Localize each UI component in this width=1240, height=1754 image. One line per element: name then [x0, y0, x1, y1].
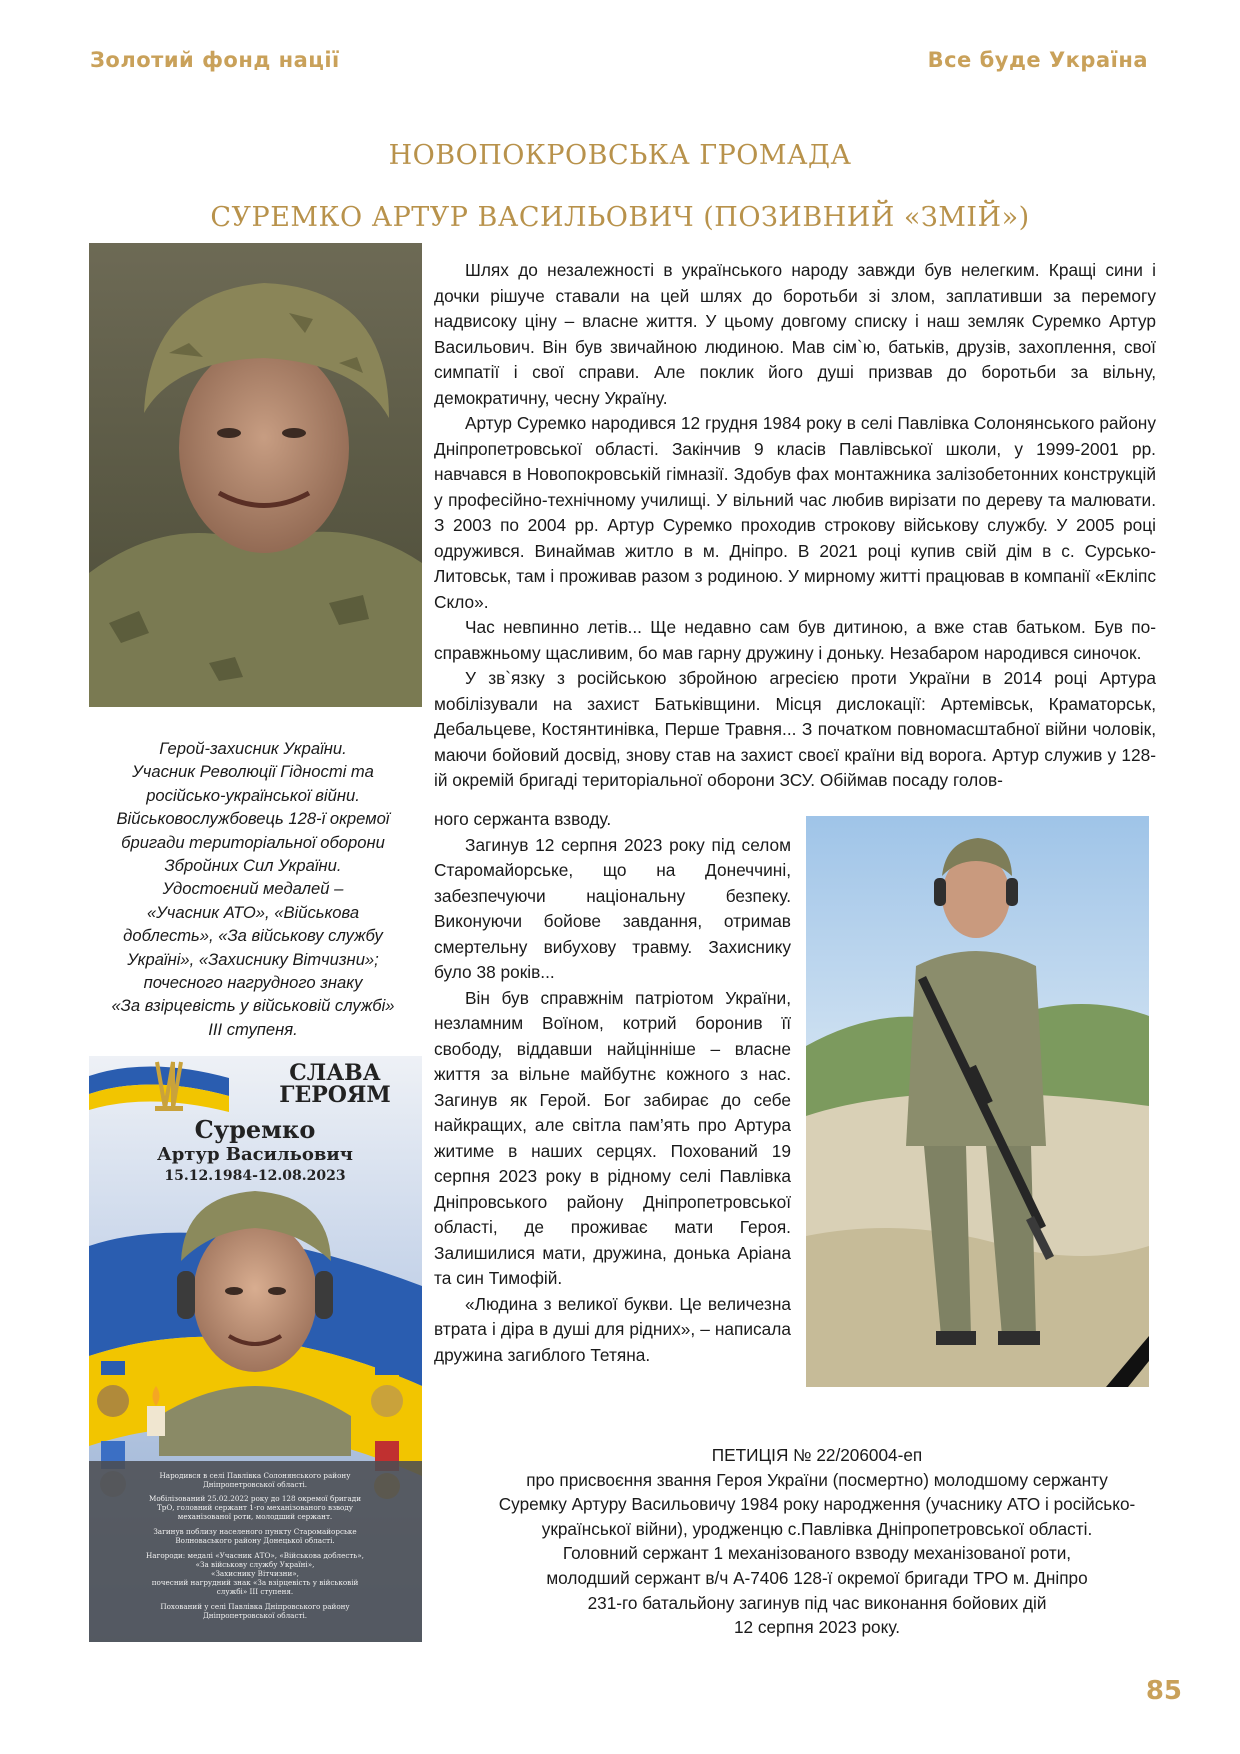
portrait-photo: [89, 243, 422, 707]
person-title: СУРЕМКО АРТУР ВАСИЛЬОВИЧ (ПОЗИВНИЙ «ЗМІЙ»): [210, 202, 1030, 233]
body-paragraph: ного сержанта взводу.: [434, 809, 612, 829]
caption-line: Учасник Революції Гідності та: [132, 762, 374, 782]
poster-bio-line: службі» ІІІ ступеня.: [216, 1587, 294, 1596]
poster-bio-line: Загинув поблизу населеного пункту Старомайорське: [153, 1527, 357, 1536]
body-paragraph: Він був справжнім патріотом України, незламним Воїном, котрий боронив її свободу, віддавши найцінніше – власне життя за вільне майбутнє кожного з нас. Загинув як Герой. Бог забирає до себе найкращих, але світла пам’ять про Артура житиме в наших серцях. Похований 19 серпня 2023 року в рідному селі Павлівка Дніпровського району Дніпропетровської області, де проживає мати Героя. Залишилися мати, дружина, донька Аріана та син Тимофій.: [434, 987, 791, 1288]
poster-bio-line: Похований у селі Павлівка Дніпровського району: [160, 1602, 350, 1611]
petition-heading: ПЕТИЦІЯ № 22/206004-еп: [711, 1445, 923, 1465]
caption-line: бригади територіальної оборони: [121, 832, 385, 852]
caption-line: Військовослужбовець 128-ї окремої: [116, 809, 390, 829]
body-paragraph: Час невпинно летів... Ще недавно сам був дитиною, а вже став батьком. Був по-справжньому щасливим, бо мав гарну дружину і доньку. Незабаром народився синочок.: [434, 617, 1156, 663]
poster-surname: Суремко: [194, 1115, 316, 1144]
portrait-caption: [84, 737, 422, 1041]
poster-bio-line: почесний нагрудний знак «За взірцевість у військовій: [151, 1578, 359, 1587]
body-paragraph: Артур Суремко народився 12 грудня 1984 року в селі Павлівка Солонянського району Дніпропетровської області. Закінчив 9 класів Павлівської школи, у 1999-2001 рр. навчався в Новопокровській гімназії. Здобув фах монтажника залізобетонних конструкцій у професійно-технічному училищі. У вільний час любив вирізати по дереву та малювати. З 2003 по 2004 рр. Артур Суремко проходив строкову військову службу. У 2005 році одружився. Винаймав житло в м. Дніпро. В 2021 році купив свій дім в с. Сурсько-Литовськ, там і проживав разом з родиною. У мирному житті працював в компанії «Екліпс Скло».: [434, 413, 1156, 612]
running-header-right: Все буде Україна: [927, 48, 1148, 72]
caption-line: Удостоєний медалей –: [162, 879, 344, 899]
poster-slogan-line2: ГЕРОЯМ: [279, 1082, 391, 1108]
poster-bio-line: Народився в селі Павлівка Солонянського району: [159, 1471, 351, 1480]
petition-line: 231-го батальйону загинув під час виконання бойових дій: [587, 1592, 1047, 1613]
poster-bio-line: Волноваського району Донецької області.: [175, 1536, 335, 1545]
poster-bio-line: Мобілізований 25.02.2022 року до 128 окремої бригади: [149, 1494, 361, 1503]
petition-line: Головний сержант 1 механізованого взводу механізованої роти,: [562, 1543, 1072, 1564]
poster-bio-line: Дніпропетровської області.: [202, 1480, 308, 1489]
poster-bio-line: Нагороди: медалі «Учасник АТО», «Військова доблесть»,: [146, 1551, 364, 1560]
poster-slogan-line1: СЛАВА: [289, 1060, 381, 1086]
body-paragraph: «Людина з великої букви. Це величезна втрата і діра в душі для рідних», – написала дружина загиблого Тетяна.: [434, 1293, 791, 1365]
caption-line: російсько-української війни.: [146, 785, 360, 805]
poster-bio-line: механізованої роти, молодший сержант.: [177, 1512, 333, 1521]
community-title: НОВОПОКРОВСЬКА ГРОМАДА: [388, 140, 852, 171]
caption-line: Герой-захисник України.: [159, 739, 347, 758]
petition-line: Суремку Артуру Васильовичу 1984 року народження (учаснику АТО і російсько-: [498, 1494, 1136, 1515]
article-body-narrow: [434, 807, 791, 1368]
caption-line: «За взірцевість у військовій службі»: [111, 996, 395, 1016]
poster-given-names: Артур Васильович: [157, 1144, 353, 1165]
poster-bio-line: «За військову службу Україні»,: [195, 1560, 315, 1569]
body-paragraph: У зв`язку з російською збройною агресією проти України в 2014 році Артура мобілізували на захист Батьківщини. Місця дислокації: Артемівськ, Краматорськ, Дебальцеве, Костянтинівка, Перше Травня... З початком повномасштабної війни чоловік, маючи бойовий досвід, знову став на захист своєї країни від ворога. Артур служив у 128-ій окремій бригаді територіальної оборони ЗСУ. Обіймав посаду голов-: [434, 668, 1156, 790]
poster-bio-line: ТрО, головний сержант 1-го механізованого взводу: [156, 1503, 354, 1512]
caption-line: Збройних Сил України.: [164, 856, 342, 876]
poster-dates: 15.12.1984-12.08.2023: [164, 1168, 346, 1184]
poster-bio-line: Дніпропетровської області.: [202, 1611, 308, 1620]
body-paragraph: Загинув 12 серпня 2023 року під селом Старомайорське, що на Донеччині, забезпечуючи національну безпеку. Виконуючи бойове завдання, отримав смертельну вибухову травму. Захиснику було 38 років...: [434, 834, 791, 982]
caption-line: почесного нагрудного знаку: [143, 973, 363, 993]
running-header-left: Золотий фонд нації: [90, 48, 340, 72]
body-paragraph: Шлях до незалежності в українського народу завжди був нелегким. Кращі сини і дочки рішуче ставали на цей шлях до боротьби зі злом, заплативши за перемогу надвисоку ціну – власне життя. У цьому довгому списку і наш земляк Суремко Артур Васильович. Він був звичайною людиною. Мав сім`ю, батьків, друзів, захоплення, свої симпатії і свої справи. Але поклик його душі призвав до боротьби за вільну, демократичну, чесну Україну.: [434, 260, 1156, 408]
page-number: 85: [1145, 1676, 1182, 1706]
article-body-wide: [434, 258, 1156, 794]
petition-line: української війни), уродженцю с.Павлівка Дніпропетровської області.: [541, 1518, 1093, 1539]
petition-line: молодший сержант в/ч А-7406 128-ї окремої бригади ТРО м. Дніпро: [546, 1567, 1088, 1588]
poster-bio-line: «Захиснику Вітчизни»,: [211, 1569, 299, 1578]
caption-line: «Учасник АТО», «Військова: [146, 902, 360, 922]
soldier-rifle-photo: [806, 816, 1149, 1387]
caption-line: ІІІ ступеня.: [208, 1019, 298, 1039]
petition-line: про присвоєння звання Героя України (посмертно) молодшому сержанту: [526, 1469, 1108, 1490]
caption-line: Україні», «Захиснику Вітчизни»;: [127, 949, 379, 969]
caption-line: доблесть», «За військову службу: [123, 926, 383, 946]
petition-line: 12 серпня 2023 року.: [734, 1617, 900, 1638]
memorial-poster: [89, 1056, 422, 1642]
petition-block: [454, 1443, 1180, 1640]
